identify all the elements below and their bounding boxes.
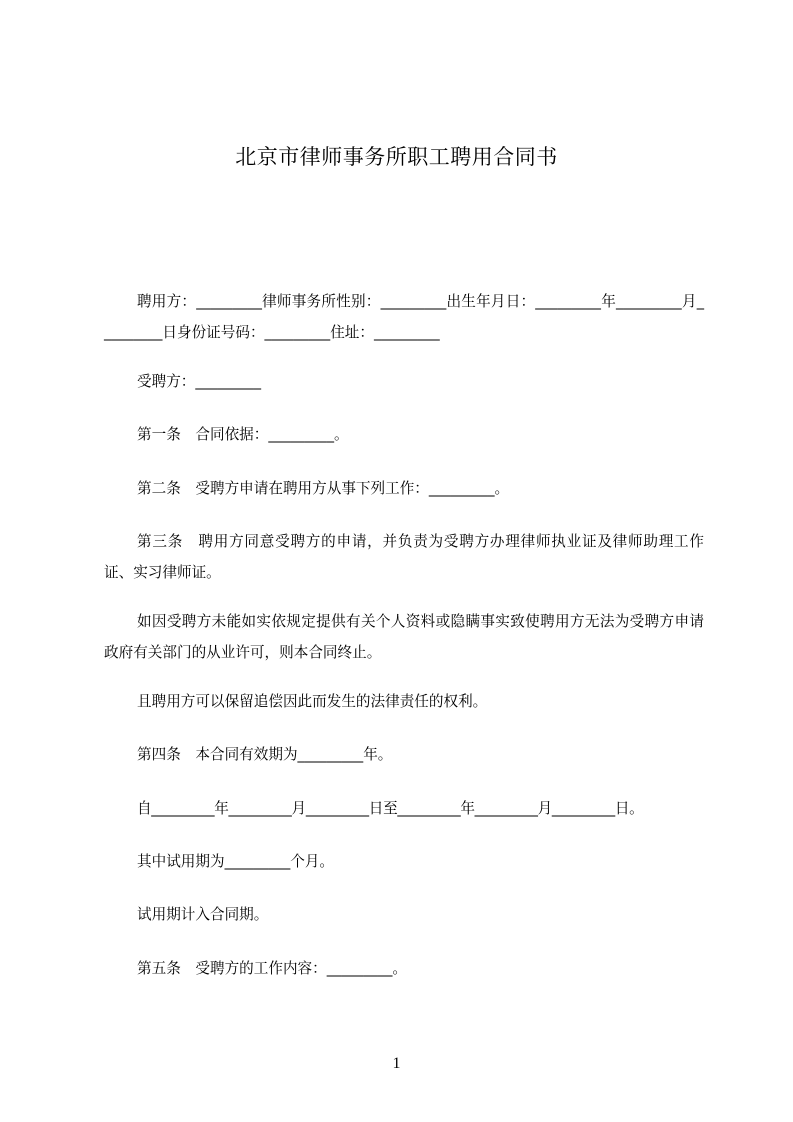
paragraph-article-2: 第二条 受聘方申请在聘用方从事下列工作：_________。 [137,480,510,497]
paragraph-article-4: 第四条 本合同有效期为_________年。 [137,746,393,763]
paragraph-employer-info: 聘用方：_________律师事务所性别：_________出生年月日：_________年_________月_________日身份证号码：_________住址：_________ [104,293,704,341]
paragraph-article-3: 第三条 聘用方同意受聘方的申请，并负责为受聘方办理律师执业证及律师助理工作证、实习律师证。 [104,533,704,581]
paragraph-contract-period: 自_________年_________月_________日至_________年_________月_________日。 [137,800,644,817]
paragraph-liability-clause: 且聘用方可以保留追偿因此而发生的法律责任的权利。 [137,693,488,710]
page-number: 1 [392,1055,401,1072]
paragraph-termination-clause: 如因受聘方未能如实依规定提供有关个人资料或隐瞒事实致使聘用方无法为受聘方申请政府有关部门的从业许可，则本合同终止。 [104,613,704,661]
paragraph-probation-included: 试用期计入合同期。 [137,906,269,923]
paragraph-probation-period: 其中试用期为_________个月。 [137,853,335,870]
paragraph-employee: 受聘方：_________ [137,373,262,390]
paragraph-article-1: 第一条 合同依据：_________。 [137,426,349,443]
paragraph-article-5: 第五条 受聘方的工作内容：_________。 [137,960,407,977]
document-title: 北京市律师事务所职工聘用合同书 [235,145,558,169]
